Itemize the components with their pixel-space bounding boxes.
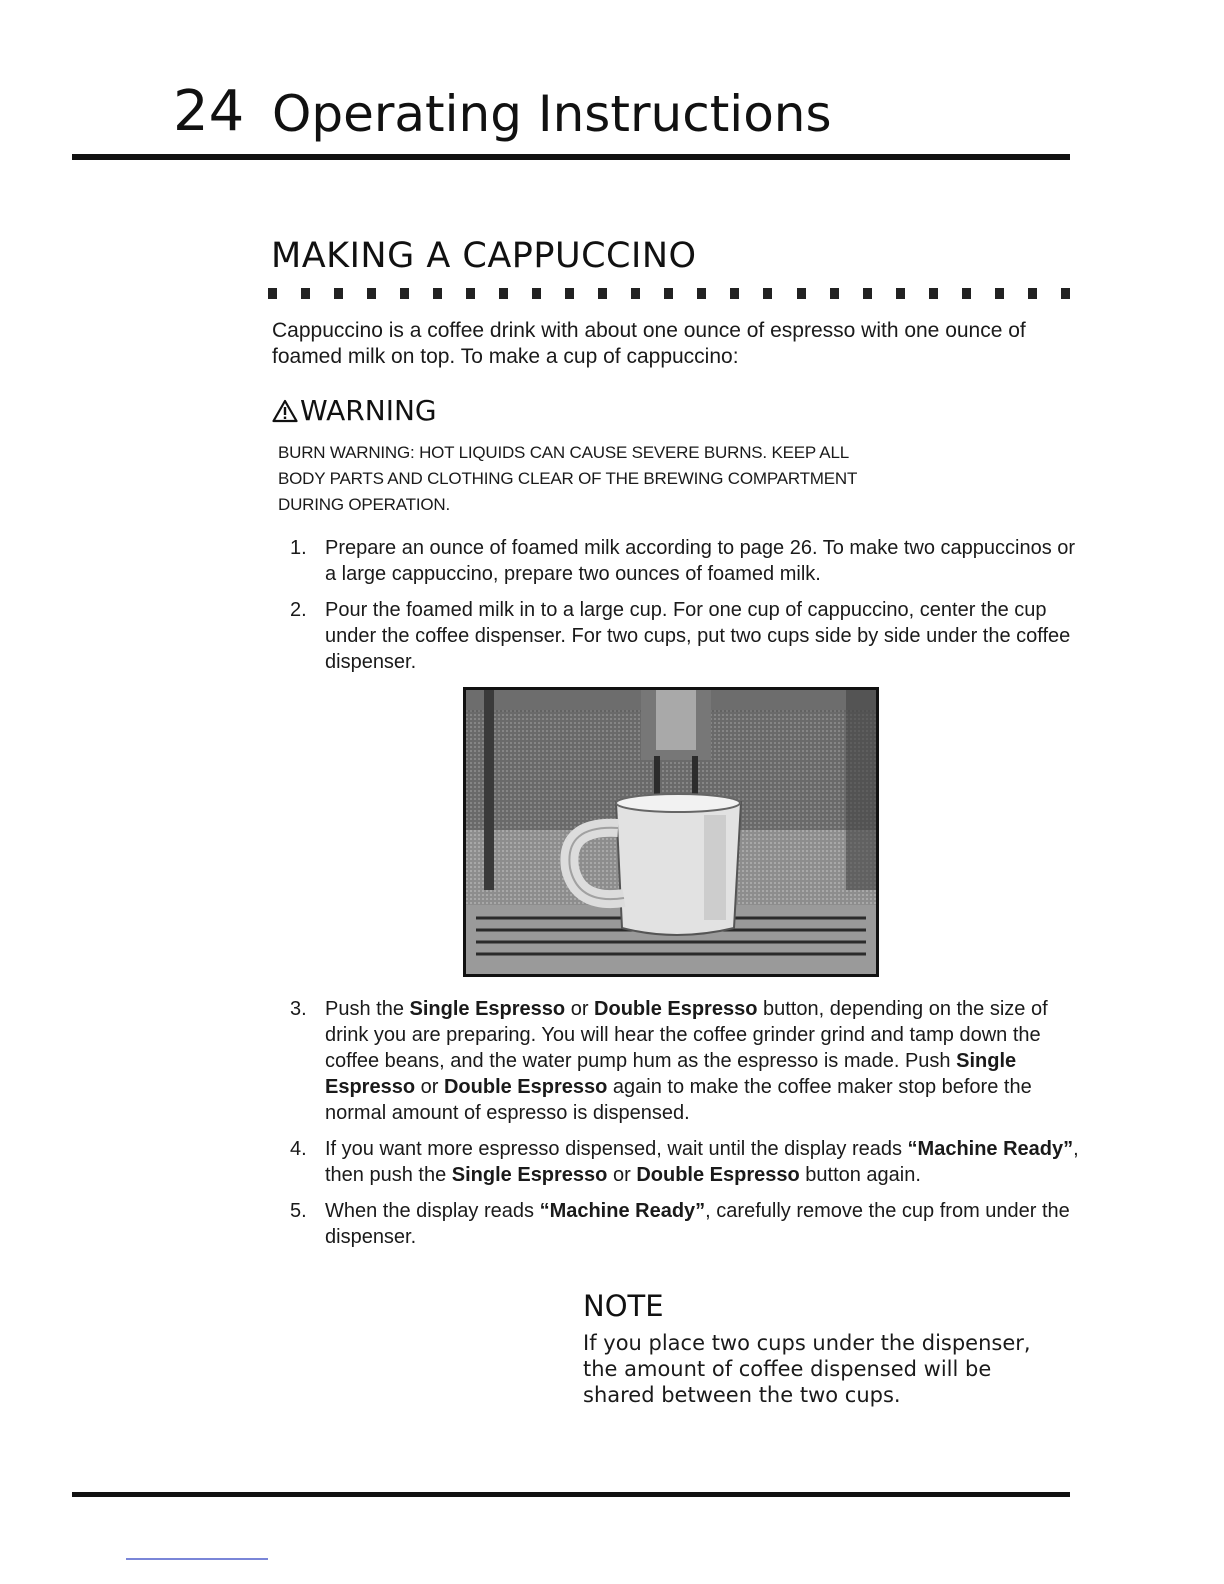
steps-list-first <box>290 535 1080 685</box>
step-item <box>290 1198 1080 1250</box>
step-text: If you want more espresso dispensed, wait until the display reads “Machine Ready”, then push the Single Espresso or Double Espresso button again. <box>325 1138 1079 1186</box>
step-text: Prepare an ounce of foamed milk according to page 26. To make two cappuccinos or a large cappuccino, prepare two ounces of foamed milk. <box>325 537 1076 585</box>
step-number: 2. <box>290 599 307 621</box>
warning-text <box>278 440 958 518</box>
footer-accent-line <box>126 1558 268 1560</box>
note-heading: NOTE <box>583 1289 664 1323</box>
page-number: 24 <box>173 79 245 144</box>
footer-rule <box>72 1492 1070 1497</box>
step-item <box>290 597 1080 675</box>
warning-heading <box>272 393 437 429</box>
warning-line: BURN WARNING: HOT LIQUIDS CAN CAUSE SEVERE BURNS. KEEP ALL <box>278 443 849 462</box>
step-item <box>290 996 1080 1126</box>
warning-triangle-icon <box>272 399 298 423</box>
step-number: 1. <box>290 537 307 559</box>
step-text: Push the Single Espresso or Double Espresso button, depending on the size of drink you are preparing. You will hear the coffee grinder grind and tamp down the coffee beans, and the water pump hum as the espresso is made. Push Single Espresso or Double Espresso again to make the coffee maker stop before the normal amount of espresso is dispensed. <box>325 998 1048 1124</box>
step-item <box>290 535 1080 587</box>
warning-title: WARNING <box>300 394 437 427</box>
steps-list-second <box>290 996 1080 1260</box>
section-divider-squares <box>268 288 1070 300</box>
step-item <box>290 1136 1080 1188</box>
cup-photo-illustration <box>466 690 876 974</box>
intro-paragraph: Cappuccino is a coffee drink with about one ounce of espresso with one ounce of foamed milk on top. To make a cup of cappuccino: <box>272 319 1026 368</box>
cup-under-dispenser-photo <box>463 687 879 977</box>
step-text: When the display reads “Machine Ready”, carefully remove the cup from under the dispenser. <box>325 1200 1070 1248</box>
step-number: 4. <box>290 1138 307 1160</box>
step-text: Pour the foamed milk in to a large cup. For one cup of cappuccino, center the cup under the coffee dispenser. For two cups, put two cups side by side under the coffee dispenser. <box>325 599 1071 673</box>
section-title: MAKING A CAPPUCCINO <box>271 236 697 276</box>
header-rule <box>72 154 1070 160</box>
step-number: 3. <box>290 998 307 1020</box>
warning-line: BODY PARTS AND CLOTHING CLEAR OF THE BREWING COMPARTMENT <box>278 469 858 488</box>
warning-line: DURING OPERATION. <box>278 495 450 514</box>
step-number: 5. <box>290 1200 307 1222</box>
page-title: Operating Instructions <box>272 85 832 143</box>
note-text: If you place two cups under the dispenser, the amount of coffee dispensed will be shared between the two cups. <box>583 1331 1031 1407</box>
